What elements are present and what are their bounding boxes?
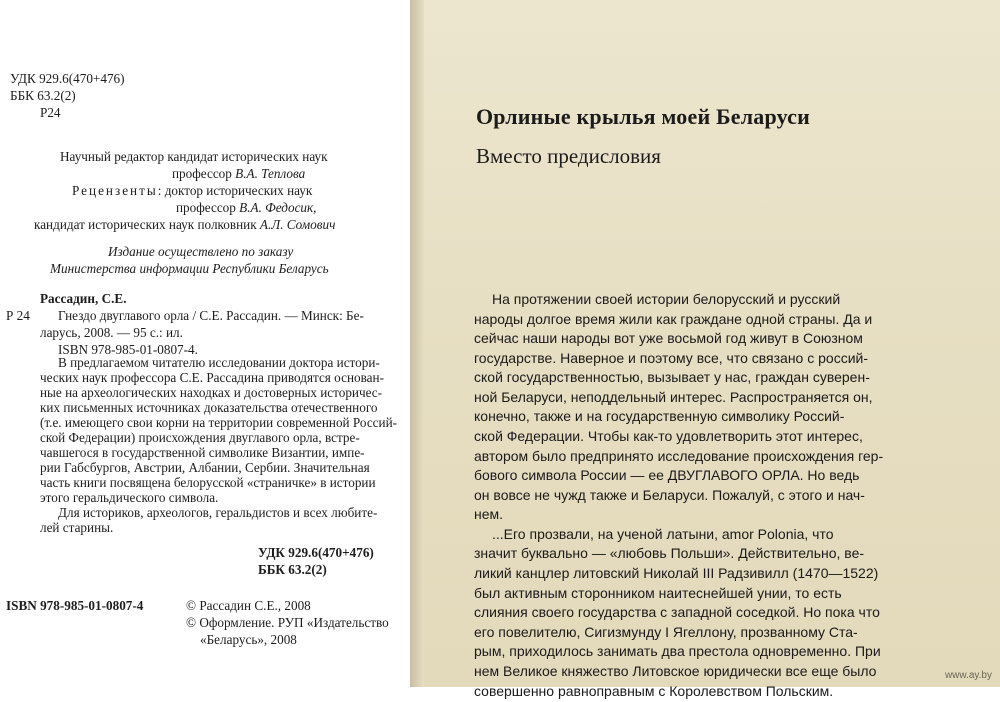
paragraph-line-12: нем. [474,506,504,522]
annotation-line-4: ких письменных источниках доказательства отечественного [40,400,378,415]
author-heading: Рассадин, С.Е. [40,291,127,306]
reviewer-2: кандидат исторических наук полковник А.Л. Сомович [34,217,336,232]
paragraph-line-7: конечно, также и на государственную символику Россий- [474,408,845,424]
commission-line-1: Издание осуществлено по заказу [108,244,294,259]
isbn-line: ISBN 978-985-01-0807-4. [58,342,198,357]
paragraph-line-4: государстве. Наверное и поэтому все, что связано с россий- [474,350,868,366]
audience-line-2: лей старины. [40,520,114,535]
paragraph-line-20: нем Великое княжество Литовское юридически все еще было [474,663,877,679]
paragraph-line-9: автором было предпринято исследование происхождения гер- [474,448,884,464]
paragraph-line-1: На протяжении своей истории белорусский и русский [492,291,841,307]
annotation-line-1: В предлагаемом читателю исследовании доктора истори- [58,355,380,370]
annotation-line-8: рии Габсбургов, Австрии, Албании, Сербии. Значительная [40,460,370,475]
chapter-title: Орлиные крылья моей Беларуси [476,104,810,129]
paragraph-line-3: сейчас наши народы вот уже восьмой год живут в Союзном [474,330,863,346]
editor-line-2: профессор В.А. Теплова [172,166,306,181]
paragraph-line-16: был активным сторонником наитеснейшей унии, то есть [474,585,842,601]
chapter-subtitle: Вместо предисловия [476,144,661,168]
annotation-line-5: (т.е. имеющего свои корни на территории современной Россий- [40,415,398,430]
bibliographic-line-1: Гнездо двуглавого орла / С.Е. Рассадин. — Минск: Бе- [58,308,364,323]
paragraph-line-6: ной Беларуси, неподдельный интерес. Распространяется он, [474,389,873,405]
paragraph-line-11: он вовсе не чужд также и Беларуси. Пожалуй, с этого и нач- [474,487,865,503]
bibliographic-line-2: ларусь, 2008. — 95 с.: ил. [40,325,183,340]
watermark: www.ay.by [944,670,992,681]
paragraph-line-14: значит буквально — «любовь Польши». Действительно, ве- [474,545,865,561]
paragraph-line-21: совершенно равноправным с Королевством Польским. [474,683,834,699]
isbn-bottom: ISBN 978-985-01-0807-4 [6,598,144,613]
udk-code: УДК 929.6(470+476) [10,71,125,86]
paragraph-line-19: рым, приходилось занимать два престола одновременно. При [474,643,881,659]
paragraph-line-8: ской Федерации. Чтобы как-то удовлетворить этот интерес, [474,428,863,444]
copyright-line-1: © Рассадин С.Е., 2008 [186,598,311,613]
paragraph-line-15: ликий канцлер литовский Николай III Радзивилл (1470—1522) [474,565,879,581]
annotation-line-3: ные на археологических находках и достоверных историчес- [40,385,383,400]
reviewer-1: профессор В.А. Федосик, [176,200,317,215]
paragraph-line-10: бового символа России — ее ДВУГЛАВОГО ОРЛА. Но ведь [474,467,860,483]
annotation-line-9: часть книги посвящена белорусской «страничке» в истории [40,475,376,490]
copyright-line-3: «Беларусь», 2008 [200,632,297,647]
editor-line-1: Научный редактор кандидат исторических наук [60,149,328,164]
reviewers-line-1: Рецензенты: доктор исторических наук [72,183,313,198]
annotation-line-10: этого геральдического символа. [40,490,219,505]
commission-line-2: Министерства информации Республики Беларусь [50,261,329,276]
editor-name: В.А. Теплова [235,166,306,181]
udk-code-bottom: УДК 929.6(470+476) [258,545,374,560]
annotation-line-7: чавшегося в государственной символике Византии, импе- [40,445,365,460]
bbk-code: ББК 63.2(2) [10,88,76,103]
author-sign: Р24 [40,105,61,120]
bbk-code-bottom: ББК 63.2(2) [258,562,327,577]
paragraph-line-17: слияния своего государства с западной соседкой. Но пока что [474,604,880,620]
annotation-line-6: ской Федерации) происхождения двуглавого орла, встре- [40,430,360,445]
class-mark: Р 24 [6,308,30,323]
annotation-line-2: ческих наук профессора С.Е. Рассадина приводятся основан- [40,370,384,385]
reviewers-label: Рецензенты [72,183,158,198]
right-page-preface [410,0,1000,699]
left-page-imprint [0,0,410,687]
paragraph-line-5: ской государственностью, вызывает у нас, граждан суверен- [474,369,870,385]
paragraph-line-18: его повелителю, Сигизмунду I Ягеллону, прозванному Ста- [474,624,858,640]
paragraph-line-2: народы долгое время жили как граждане одной страны. Да и [474,311,873,327]
audience-line-1: Для историков, археологов, геральдистов и всех любите- [58,505,378,520]
copyright-line-2: © Оформление. РУП «Издательство [186,615,389,630]
paragraph-line-13: ...Его прозвали, на ученой латыни, amor Polonia, что [492,526,834,542]
